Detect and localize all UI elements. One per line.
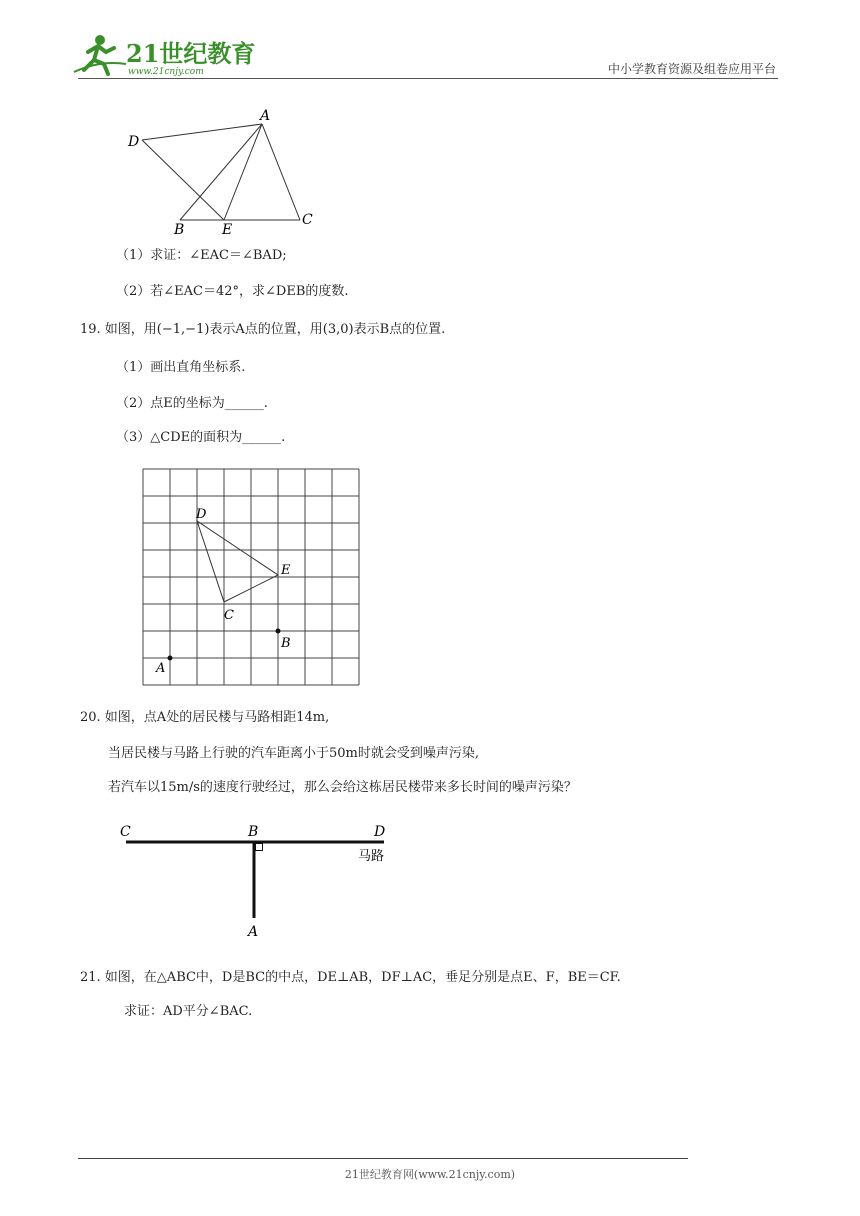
q19-part3: （3）△CDE的面积为______. [116,430,286,445]
logo-url: www.21cnjy.com [128,67,204,77]
footer-link[interactable]: 21世纪教育网(www.21cnjy.com) [344,1168,516,1181]
platform-name: 中小学教育资源及组卷应用平台 [607,62,776,76]
label-d: D [196,507,207,522]
q19-grid-figure [140,466,364,690]
label-b: B [248,824,259,840]
q18-triangle-figure [120,106,330,238]
label-c: C [120,824,131,840]
header-divider [78,78,778,79]
label-e: E [222,222,233,238]
q21-line1: 21. 如图，在△ABC中，D是BC的中点，DE⊥AB，DF⊥AC，垂足分别是点E、F，BE＝CF. [80,970,621,985]
label-e: E [281,563,291,578]
q18-part1: （1）求证：∠EAC＝∠BAD; [116,248,287,263]
runner-icon [74,35,126,74]
label-a: A [260,108,271,124]
label-c: C [224,608,234,623]
q19-part1: （1）画出直角坐标系. [116,360,246,375]
label-c: C [302,212,313,228]
label-a: A [248,924,259,940]
q20-line1: 20. 如图，点A处的居民楼与马路相距14m, [80,710,330,725]
q19-stem: 19. 如图，用(−1,−1)表示A点的位置，用(3,0)表示B点的位置. [80,322,446,337]
road-label: 马路 [358,849,385,864]
label-b: B [174,222,185,238]
site-logo [70,30,270,82]
logo-text: 21世纪教育 [126,39,256,68]
q21-line2: 求证：AD平分∠BAC. [124,1004,253,1019]
label-d: D [374,824,386,840]
q18-part2: （2）若∠EAC＝42°，求∠DEB的度数. [116,284,349,299]
label-b: B [281,636,291,651]
q20-line2: 当居民楼与马路上行驶的汽车距离小于50m时就会受到噪声污染, [108,746,480,761]
q19-part2: （2）点E的坐标为______. [116,396,268,411]
q20-road-figure [110,818,400,942]
q20-line3: 若汽车以15m/s的速度行驶经过，那么会给这栋居民楼带来多长时间的噪声污染？ [108,780,577,795]
footer-divider [78,1158,688,1159]
label-a: A [156,661,166,676]
label-d: D [128,134,140,150]
